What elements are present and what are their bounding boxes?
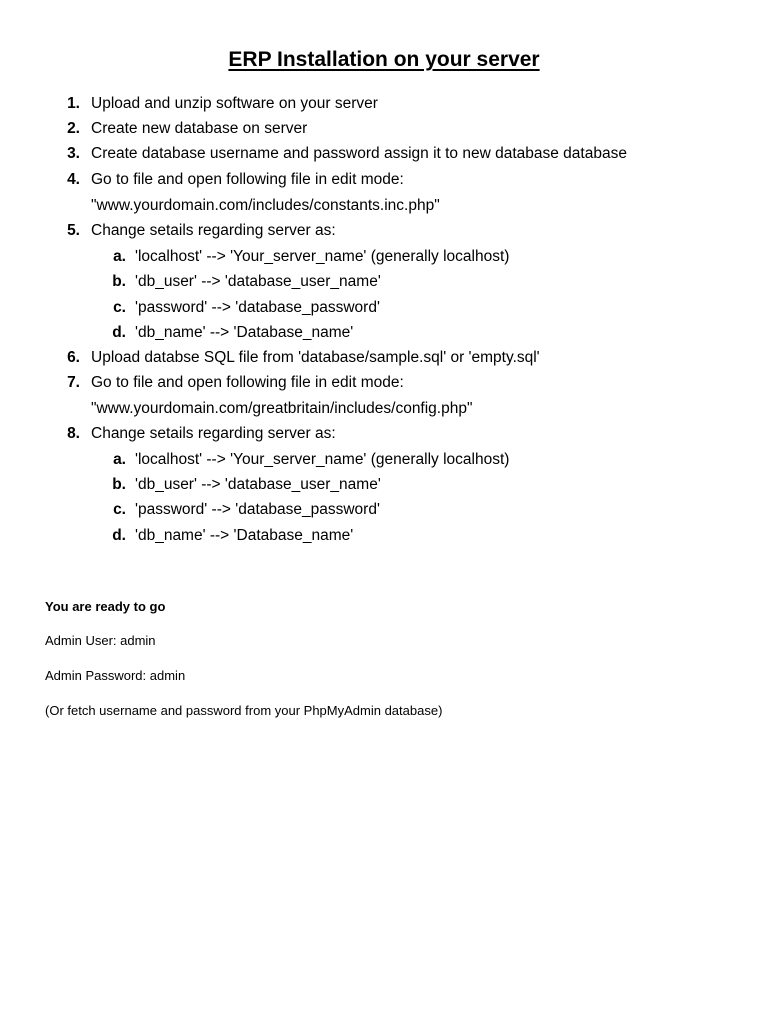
step-text: Create database username and password assign it to new database database: [91, 145, 627, 162]
sub-step-text: 'password' --> 'database_password': [135, 501, 380, 518]
sub-step-letter: a.: [113, 248, 126, 265]
step-number: 6.: [67, 349, 80, 366]
step-text: Upload databse SQL file from 'database/sample.sql' or 'empty.sql': [91, 349, 540, 366]
file-path-text: "www.yourdomain.com/greatbritain/includes/config.php": [91, 400, 473, 417]
step-number: 1.: [67, 95, 80, 112]
sub-step-letter: c.: [113, 501, 126, 518]
credentials-note: (Or fetch username and password from your PhpMyAdmin database): [45, 703, 443, 718]
step-number: 2.: [67, 120, 80, 137]
step-4-file-path: [91, 193, 440, 218]
step-text: Upload and unzip software on your server: [91, 95, 378, 112]
sub-step-text: 'localhost' --> 'Your_server_name' (generally localhost): [135, 248, 510, 265]
step-number: 4.: [67, 171, 80, 188]
admin-user-text: Admin User: admin: [45, 633, 156, 648]
sub-step-text: 'db_user' --> 'database_user_name': [135, 273, 381, 290]
file-path-text: "www.yourdomain.com/includes/constants.inc.php": [91, 197, 440, 214]
sub-step-letter: c.: [113, 299, 126, 316]
step-text: Go to file and open following file in edit mode:: [91, 374, 404, 391]
step-text: Create new database on server: [91, 120, 308, 137]
document-title: ERP Installation on your server: [228, 48, 540, 71]
step-text: Go to file and open following file in edit mode:: [91, 171, 404, 188]
step-number: 3.: [67, 145, 80, 162]
sub-step-text: 'password' --> 'database_password': [135, 299, 380, 316]
sub-step-letter: d.: [112, 527, 126, 544]
sub-step-letter: b.: [112, 273, 126, 290]
sub-step-text: 'localhost' --> 'Your_server_name' (generally localhost): [135, 451, 510, 468]
sub-step-text: 'db_user' --> 'database_user_name': [135, 476, 381, 493]
step-text: Change setails regarding server as:: [91, 425, 336, 442]
sub-step-text: 'db_name' --> 'Database_name': [135, 324, 354, 341]
step-text: Change setails regarding server as:: [91, 222, 336, 239]
sub-step-letter: a.: [113, 451, 126, 468]
ready-message: You are ready to go: [45, 599, 166, 614]
step-number: 5.: [67, 222, 80, 239]
step-number: 7.: [67, 374, 80, 391]
sub-step-text: 'db_name' --> 'Database_name': [135, 527, 354, 544]
sub-step-letter: b.: [112, 476, 126, 493]
step-number: 8.: [67, 425, 80, 442]
admin-password-text: Admin Password: admin: [45, 668, 186, 683]
step-7-file-path: [91, 396, 472, 421]
sub-step-letter: d.: [112, 324, 126, 341]
